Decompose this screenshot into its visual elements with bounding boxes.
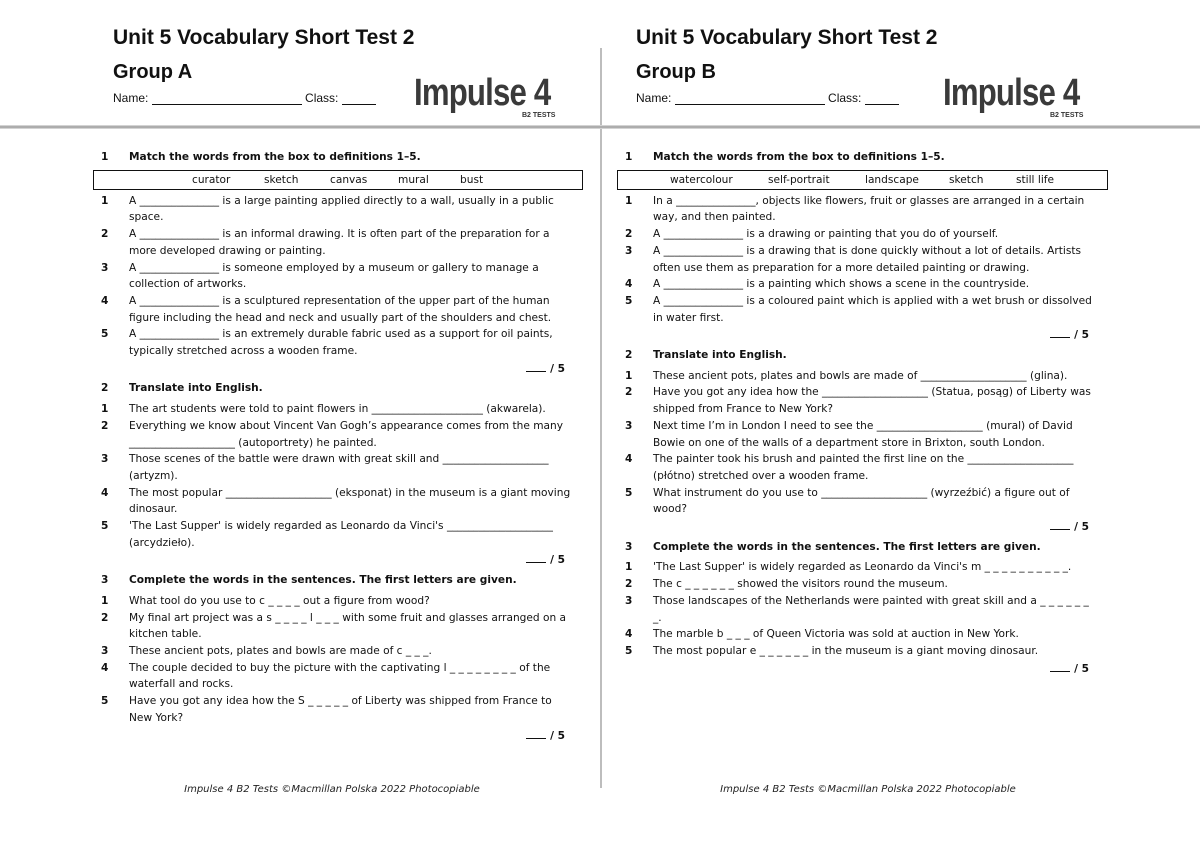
group-label: Group B (636, 61, 716, 83)
box-word: canvas (330, 173, 368, 186)
list-item: 4 A _______________ is a painting which shows a scene in the countryside. (625, 278, 1030, 291)
list-item: 5 What instrument do you use to ____________________ (wyrzeźbić) a figure out of wood? (625, 486, 1070, 516)
word-box (617, 170, 1108, 190)
exercise-3-instruction: 3 Complete the words in the sentences. The first letters are given. (101, 574, 517, 587)
group-label: Group A (113, 61, 193, 83)
name-field[interactable] (675, 90, 825, 105)
box-word: watercolour (670, 173, 733, 186)
name-field[interactable] (152, 90, 302, 105)
list-item: 1 In a _______________, objects like flowers, fruit or glasses are arranged in a certain way, and then painted. (625, 194, 1085, 224)
exercise-3-instruction: 3 Complete the words in the sentences. The first letters are given. (625, 540, 1041, 553)
list-item: 5 Have you got any idea how the S _ _ _ _ _ of Liberty was shipped from France to New York? (101, 695, 552, 724)
list-item: 3 These ancient pots, plates and bowls are made of c _ _ _. (101, 644, 432, 657)
list-item: 2 My final art project was a s _ _ _ _ l _ _ _ with some fruit and glasses arranged on a kitchen table. (101, 611, 567, 641)
exercise-1-instruction: 1 Match the words from the box to definitions 1–5. (101, 151, 421, 163)
exercises-a (93, 149, 583, 747)
box-word: bust (460, 173, 484, 186)
list-item: 2 Everything we know about Vincent Van Gogh’s appearance comes from the many ____________________ (autoportrety) he painted. (101, 419, 564, 449)
list-item: 1 What tool do you use to c _ _ _ _ out a figure from wood? (101, 594, 430, 607)
list-item: 4 The most popular ____________________ (eksponat) in the museum is a giant moving dinosaur. (101, 486, 571, 516)
box-word: mural (398, 173, 429, 186)
list-item: 2 A _______________ is an informal drawing. It is often part of the preparation for a more developed drawing or painting. (101, 228, 550, 257)
footer-copyright: Impulse 4 B2 Tests ©Macmillan Polska 2022 Photocopiable (720, 784, 1016, 795)
footer-copyright: Impulse 4 B2 Tests ©Macmillan Polska 2022 Photocopiable (184, 784, 480, 795)
box-word: self-portrait (768, 173, 830, 186)
list-item: 5 The most popular e _ _ _ _ _ _ in the museum is a giant moving dinosaur. (625, 644, 1039, 657)
list-item: 2 Have you got any idea how the ____________________ (Statua, posąg) of Liberty was shipped from France to New York? (625, 386, 1091, 416)
class-field[interactable] (865, 90, 899, 105)
list-item: 4 The painter took his brush and painted the first line on the ____________________ (płótno) stretched over a wooden frame. (625, 453, 1074, 482)
score-field[interactable]: / 5 (625, 519, 1095, 536)
box-word: sketch (264, 173, 299, 186)
list-item: 5 'The Last Supper' is widely regarded as Leonardo da Vinci's ____________________ (arcydzieło). (101, 520, 553, 549)
b2-tests-label: B2 TESTS (522, 112, 556, 119)
score-field[interactable]: / 5 (625, 327, 1095, 344)
list-item: 5 A _______________ is an extremely durable fabric used as a support for oil paints, typically stretched across a wooden frame. (101, 328, 553, 358)
list-item: 5 A _______________ is a coloured paint which is applied with a wet brush or dissolved in water first. (625, 294, 1092, 324)
class-label: Class: (828, 91, 862, 105)
test-page-group-b (600, 0, 1200, 849)
box-word: still life (1016, 173, 1055, 186)
box-word: landscape (865, 173, 919, 186)
class-field[interactable] (342, 90, 376, 105)
name-label: Name: (636, 91, 672, 105)
name-label: Name: (113, 91, 149, 105)
box-word: sketch (949, 173, 984, 186)
list-item: 4 A _______________ is a sculptured representation of the upper part of the human figure including the head and neck and usually part of the shoulders and chest. (101, 294, 552, 324)
impulse-logo: Impulse 4 (943, 72, 1080, 114)
score-field[interactable]: / 5 (101, 361, 571, 378)
score-field[interactable]: / 5 (625, 661, 1095, 678)
impulse-logo: Impulse 4 (414, 72, 551, 114)
exercise-2-instruction: 2 Translate into English. (625, 349, 787, 362)
list-item: 2 The c _ _ _ _ _ _ showed the visitors round the museum. (625, 578, 948, 591)
score-field[interactable]: / 5 (101, 728, 571, 745)
list-item: 4 The marble b _ _ _ of Queen Victoria was sold at auction in New York. (625, 628, 1019, 641)
list-item: 4 The couple decided to buy the picture with the captivating l _ _ _ _ _ _ _ _ of the waterfall and rocks. (101, 661, 551, 691)
box-word: curator (192, 173, 231, 186)
name-class-row (113, 90, 376, 105)
test-title: Unit 5 Vocabulary Short Test 2 (636, 26, 938, 49)
exercises-b (617, 149, 1108, 680)
list-item: 3 Those landscapes of the Netherlands were painted with great skill and a _ _ _ _ _ _ _. (625, 594, 1089, 624)
list-item: 1 'The Last Supper' is widely regarded as Leonardo da Vinci's m _ _ _ _ _ _ _ _ _ _. (625, 561, 1072, 574)
list-item: 1 A _______________ is a large painting applied directly to a wall, usually in a public space. (101, 194, 554, 224)
list-item: 3 Those scenes of the battle were drawn with great skill and ____________________ (artyzm). (101, 453, 549, 482)
name-class-row (636, 90, 899, 105)
exercise-1-instruction: 1 Match the words from the box to definitions 1–5. (625, 151, 945, 163)
test-title: Unit 5 Vocabulary Short Test 2 (113, 26, 415, 49)
list-item: 3 A _______________ is a drawing that is done quickly without a lot of details. Artists often use them as preparation for a more detailed painting or drawing. (625, 244, 1082, 274)
word-box (93, 170, 583, 190)
list-item: 3 Next time I’m in London I need to see the ____________________ (mural) of David Bowie on one of the walls of a department store in Brixton, south London. (625, 419, 1073, 449)
b2-tests-label: B2 TESTS (1050, 112, 1084, 119)
list-item: 3 A _______________ is someone employed by a museum or gallery to manage a collection of artworks. (101, 261, 539, 291)
list-item: 2 A _______________ is a drawing or painting that you do of yourself. (625, 228, 999, 241)
score-field[interactable]: / 5 (101, 552, 571, 569)
list-item: 1 The art students were told to paint flowers in _____________________ (akwarela). (101, 403, 546, 416)
class-label: Class: (305, 91, 339, 105)
exercise-2-instruction: 2 Translate into English. (101, 382, 263, 395)
list-item: 1 These ancient pots, plates and bowls are made of ____________________ (glina). (625, 369, 1068, 382)
